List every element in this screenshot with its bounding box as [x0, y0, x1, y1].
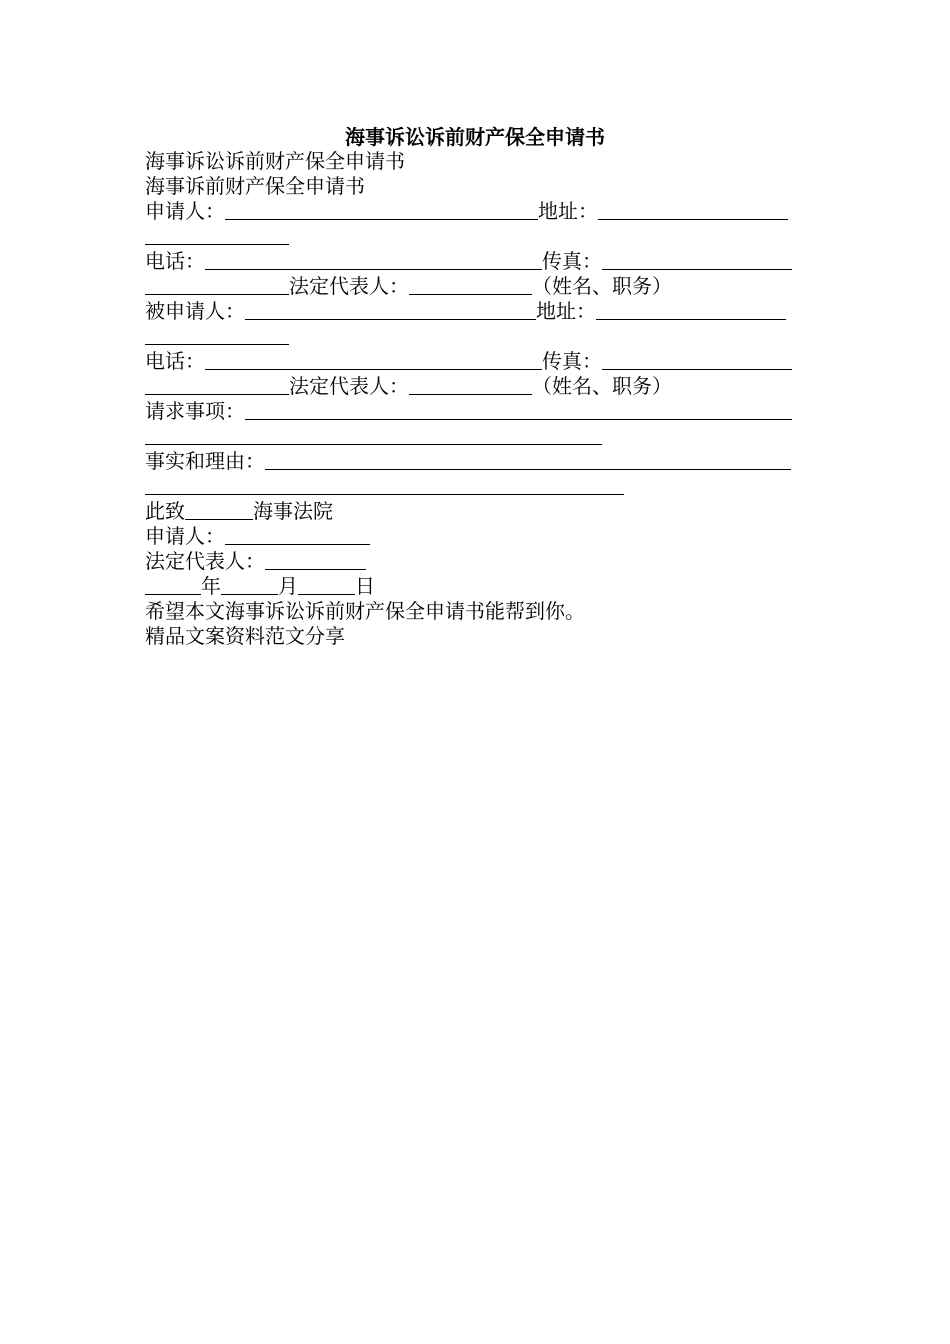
claims-blank-continued[interactable] — [145, 444, 602, 445]
applicant-address-blank[interactable] — [598, 199, 788, 220]
fax-label: 传真： — [542, 249, 602, 273]
respondent-blank[interactable] — [245, 299, 536, 320]
court-name-blank[interactable] — [185, 499, 253, 520]
phone-label: 电话： — [145, 349, 205, 373]
document-title: 海事诉讼诉前财产保全申请书 — [345, 125, 605, 149]
applicant-legal-rep-line — [145, 274, 672, 299]
to-court-line — [145, 499, 333, 524]
year-blank[interactable] — [145, 574, 201, 595]
month-label: 月 — [278, 574, 298, 598]
subtitle-line-1: 海事诉讼诉前财产保全申请书 — [145, 149, 405, 173]
sign-legal-rep-line — [145, 549, 366, 574]
applicant-blank[interactable] — [225, 199, 538, 220]
day-label: 日 — [355, 574, 375, 598]
respondent-label: 被申请人： — [145, 299, 245, 323]
footer-text: 精品文案资料范文分享 — [145, 624, 345, 648]
claims-label: 请求事项： — [145, 399, 245, 423]
applicant-label: 申请人： — [145, 199, 225, 223]
facts-label: 事实和理由： — [145, 449, 265, 473]
sign-applicant-line — [145, 524, 370, 549]
respondent-phone-line — [145, 349, 792, 374]
court-label: 海事法院 — [253, 499, 333, 523]
sign-legal-rep-label: 法定代表人： — [145, 549, 265, 573]
respondent-address-blank[interactable] — [596, 299, 786, 320]
applicant-phone-blank[interactable] — [205, 249, 542, 270]
applicant-line — [145, 199, 788, 224]
applicant-legal-rep-blank[interactable] — [409, 274, 532, 295]
applicant-address-blank-continued[interactable] — [145, 244, 289, 245]
respondent-phone-blank[interactable] — [205, 349, 542, 370]
respondent-legal-rep-line — [145, 374, 672, 399]
sign-legal-rep-blank[interactable] — [265, 549, 366, 570]
facts-line — [145, 449, 791, 474]
phone-label: 电话： — [145, 249, 205, 273]
sign-applicant-blank[interactable] — [225, 524, 370, 545]
legal-rep-label: 法定代表人： — [289, 274, 409, 298]
fax-label: 传真： — [542, 349, 602, 373]
applicant-fax-blank-continued[interactable] — [145, 274, 289, 295]
address-label: 地址： — [536, 299, 596, 323]
closing-text: 希望本文海事诉讼诉前财产保全申请书能帮到你。 — [145, 599, 585, 623]
applicant-phone-line — [145, 249, 792, 274]
respondent-line — [145, 299, 786, 324]
year-label: 年 — [201, 574, 221, 598]
name-position-note: （姓名、职务） — [532, 374, 672, 398]
respondent-fax-blank-continued[interactable] — [145, 374, 289, 395]
respondent-legal-rep-blank[interactable] — [409, 374, 532, 395]
claims-line — [145, 399, 792, 424]
month-blank[interactable] — [221, 574, 278, 595]
respondent-address-blank-continued[interactable] — [145, 344, 289, 345]
day-blank[interactable] — [298, 574, 355, 595]
date-line — [145, 574, 375, 599]
name-position-note: （姓名、职务） — [532, 274, 672, 298]
subtitle-line-2: 海事诉前财产保全申请书 — [145, 174, 365, 198]
facts-blank-continued[interactable] — [145, 494, 624, 495]
respondent-fax-blank[interactable] — [602, 349, 792, 370]
to-prefix: 此致 — [145, 499, 185, 523]
claims-blank[interactable] — [245, 399, 792, 420]
legal-rep-label: 法定代表人： — [289, 374, 409, 398]
sign-applicant-label: 申请人： — [145, 524, 225, 548]
applicant-fax-blank[interactable] — [602, 249, 792, 270]
facts-blank[interactable] — [265, 449, 791, 470]
address-label: 地址： — [538, 199, 598, 223]
